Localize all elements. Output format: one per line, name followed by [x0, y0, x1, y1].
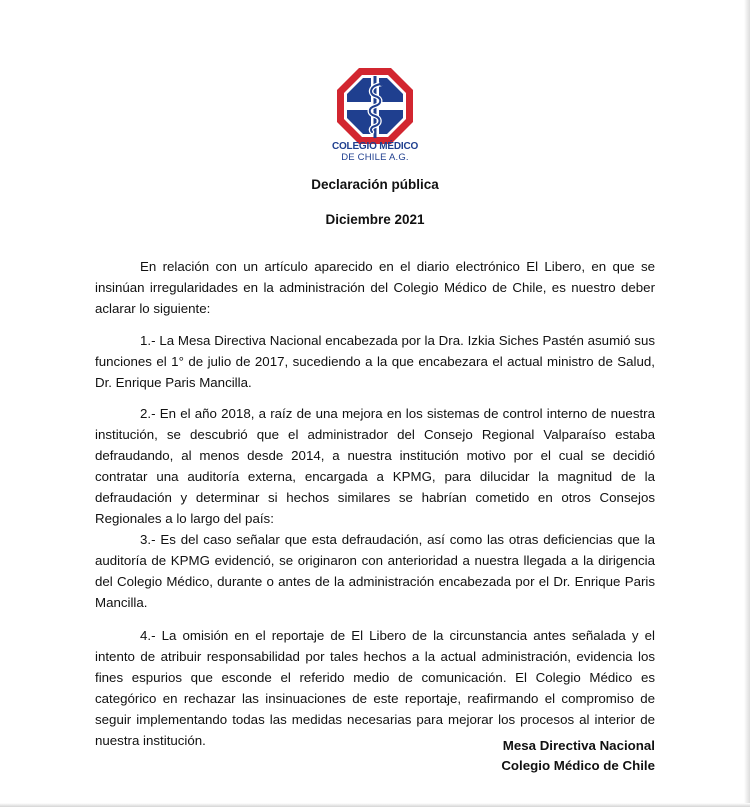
- colegio-medico-emblem-icon: [335, 66, 415, 146]
- intro-paragraph: En relación con un artículo aparecido en el diario electrónico El Libero, en que se insinúan irregularidades en la administración del Colegio Médico de Chile, es nuestro deber aclarar lo siguiente:: [95, 259, 655, 317]
- paragraph-point-1: 1.- La Mesa Directiva Nacional encabezada por la Dra. Izkia Siches Pastén asumió sus funciones el 1° de julio de 2017, sucediendo a la que encabezara el actual ministro de Salud, Dr. Enrique Paris Mancilla.: [95, 333, 655, 391]
- signature-line1: Mesa Directiva Nacional: [502, 738, 655, 753]
- document-date: Diciembre 2021: [325, 212, 425, 227]
- logo-name-line1: COLEGIO MÉDICO: [331, 141, 419, 152]
- page-edge-shadow-bottom: [0, 803, 750, 807]
- document-title: Declaración pública: [311, 177, 439, 192]
- signature-line2: Colegio Médico de Chile: [501, 758, 655, 773]
- logo-name-line2: DE CHILE A.G.: [341, 152, 409, 163]
- page-edge-shadow-right: [744, 0, 750, 807]
- paragraph-point-3: 3.- Es del caso señalar que esta defraudación, así como las otras deficiencias que la auditoría de KPMG evidenció, se originaron con anterioridad a nuestra llegada a la dirigencia del Colegio Médico, durante o antes de la administración encabezada por el Dr. Enrique Paris Mancilla.: [95, 532, 655, 611]
- paragraph-point-2: 2.- En el año 2018, a raíz de una mejora en los sistemas de control interno de nuestra institución, se descubrió que el administrador del Consejo Regional Valparaíso estaba defraudando, al menos desde 2014, a nuestra institución motivo por el cual se decidió contratar una auditoría externa, encargada a KPMG, para dilucidar la magnitud de la defraudación y determinar si hechos similares se habrían cometido en otros Consejos Regionales a lo largo del país:: [95, 406, 655, 527]
- paragraph-point-4: 4.- La omisión en el reportaje de El Libero de la circunstancia antes señalada y el intento de atribuir responsabilidad por tales hechos a la actual administración, evidencia los fines espurios que esconde el referido medio de comunicación. El Colegio Médico es categórico en rechazar las insinuaciones de este reportaje, reafirmando el compromiso de seguir implementando todas las medidas necesarias para mejorar los procesos al interior de nuestra institución.: [95, 628, 655, 749]
- signature-block: [501, 736, 655, 776]
- logo-wordmark: [310, 141, 440, 163]
